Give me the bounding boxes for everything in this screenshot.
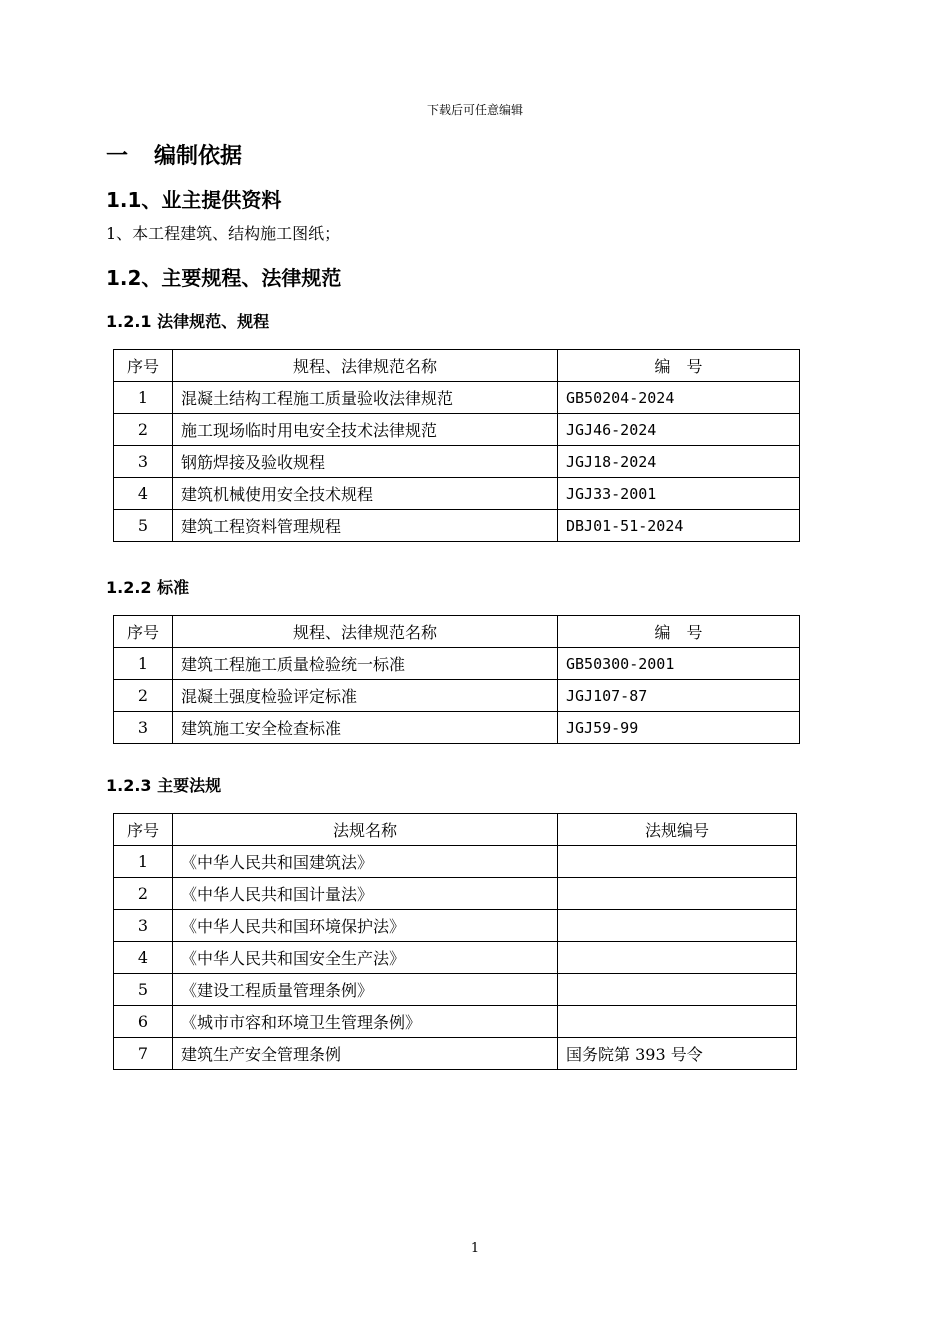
- row-index: 2: [114, 878, 173, 910]
- row-name: 施工现场临时用电安全技术法律规范: [173, 414, 558, 446]
- row-code: [558, 878, 797, 910]
- table-row: [114, 680, 800, 712]
- row-name: 《中华人民共和国安全生产法》: [173, 942, 558, 974]
- row-code: [558, 910, 797, 942]
- row-index: 2: [114, 680, 173, 712]
- row-code: DBJ01-51-2024: [558, 510, 800, 542]
- row-name: 《中华人民共和国环境保护法》: [173, 910, 558, 942]
- row-name: 建筑机械使用安全技术规程: [173, 478, 558, 510]
- row-code: JGJ33-2001: [558, 478, 800, 510]
- header-cell: 编 号: [558, 616, 800, 648]
- table-row: [114, 712, 800, 744]
- chapter-number: 一: [106, 144, 129, 169]
- chapter-title: 编制依据: [154, 144, 243, 169]
- row-name: 混凝土结构工程施工质量验收法律规范: [173, 382, 558, 414]
- row-code: GB50300-2001: [558, 648, 800, 680]
- header-cell: 序号: [114, 350, 173, 382]
- table-row: [114, 1006, 797, 1038]
- row-code: [558, 1006, 797, 1038]
- row-name: 《建设工程质量管理条例》: [173, 974, 558, 1006]
- row-index: 2: [114, 414, 173, 446]
- row-index: 3: [114, 712, 173, 744]
- table-header-row: [114, 350, 800, 382]
- row-index: 5: [114, 510, 173, 542]
- table-row: [114, 974, 797, 1006]
- table-row: [114, 446, 800, 478]
- row-code: GB50204-2024: [558, 382, 800, 414]
- row-name: 建筑工程资料管理规程: [173, 510, 558, 542]
- header-cell: 规程、法律规范名称: [173, 350, 558, 382]
- table-row: [114, 846, 797, 878]
- row-index: 1: [114, 382, 173, 414]
- table-row: [114, 910, 797, 942]
- row-index: 4: [114, 942, 173, 974]
- table-row: [114, 414, 800, 446]
- row-code: JGJ46-2024: [558, 414, 800, 446]
- table-row: [114, 478, 800, 510]
- page-number: 1: [470, 1241, 480, 1256]
- row-name: 《中华人民共和国计量法》: [173, 878, 558, 910]
- row-code: [558, 846, 797, 878]
- subsection-heading-1-2-1: 1.2.1 法律规范、规程: [106, 312, 270, 331]
- row-index: 1: [114, 846, 173, 878]
- row-index: 3: [114, 446, 173, 478]
- standards-table: [113, 615, 800, 744]
- row-code: [558, 974, 797, 1006]
- header-cell: 序号: [114, 814, 173, 846]
- table-row: [114, 942, 797, 974]
- header-cell: 规程、法律规范名称: [173, 616, 558, 648]
- row-name: 《城市市容和环境卫生管理条例》: [173, 1006, 558, 1038]
- table-row: [114, 510, 800, 542]
- page-header: 下载后可任意编辑: [426, 103, 523, 117]
- header-cell: 法规编号: [558, 814, 797, 846]
- row-name: 建筑生产安全管理条例: [173, 1038, 558, 1070]
- row-code: JGJ18-2024: [558, 446, 800, 478]
- table-row: [114, 1038, 797, 1070]
- table-row: [114, 648, 800, 680]
- section-1-1-paragraph: 1、本工程建筑、结构施工图纸；: [106, 224, 341, 243]
- header-cell: 法规名称: [173, 814, 558, 846]
- row-name: 钢筋焊接及验收规程: [173, 446, 558, 478]
- regulations-table: [113, 349, 800, 542]
- table-row: [114, 878, 797, 910]
- table-header-row: [114, 616, 800, 648]
- row-name: 建筑工程施工质量检验统一标准: [173, 648, 558, 680]
- row-code: [558, 942, 797, 974]
- header-cell: 序号: [114, 616, 173, 648]
- row-name: 《中华人民共和国建筑法》: [173, 846, 558, 878]
- subsection-heading-1-2-3: 1.2.3 主要法规: [106, 776, 222, 795]
- row-index: 7: [114, 1038, 173, 1070]
- row-name: 建筑施工安全检查标准: [173, 712, 558, 744]
- row-index: 3: [114, 910, 173, 942]
- table-header-row: [114, 814, 797, 846]
- row-code: JGJ59-99: [558, 712, 800, 744]
- subsection-heading-1-2-2: 1.2.2 标准: [106, 578, 190, 597]
- row-name: 混凝土强度检验评定标准: [173, 680, 558, 712]
- row-code: JGJ107-87: [558, 680, 800, 712]
- row-index: 5: [114, 974, 173, 1006]
- row-index: 1: [114, 648, 173, 680]
- laws-table: [113, 813, 797, 1070]
- section-heading-1-1: 1.1、业主提供资料: [106, 188, 282, 212]
- section-heading-1-2: 1.2、主要规程、法律规范: [106, 266, 342, 290]
- chapter-heading: [106, 139, 242, 170]
- table-row: [114, 382, 800, 414]
- row-index: 6: [114, 1006, 173, 1038]
- row-code: 国务院第 393 号令: [558, 1038, 797, 1070]
- header-cell: 编 号: [558, 350, 800, 382]
- row-index: 4: [114, 478, 173, 510]
